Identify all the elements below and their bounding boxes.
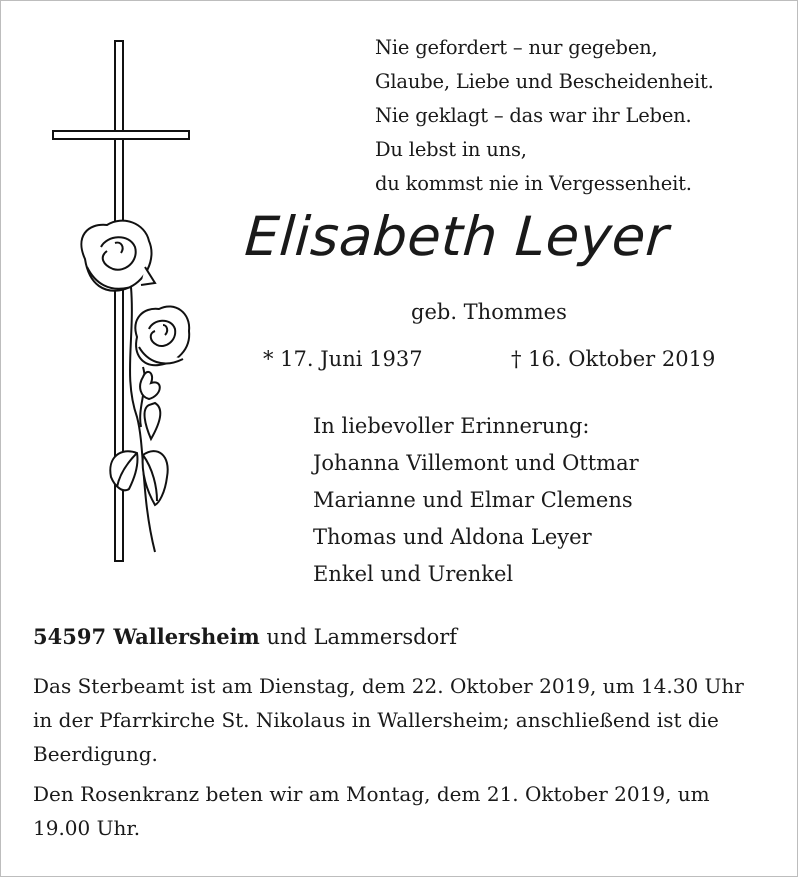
mourner-line: Marianne und Elmar Clemens [313,488,633,512]
service-line: Das Sterbeamt ist am Dienstag, dem 22. Oktober 2019, um 14.30 Uhr [33,674,744,698]
poem-line: Nie geklagt – das war ihr Leben. [375,104,692,127]
poem-line: Nie gefordert – nur gegeben, [375,36,658,59]
mourner-line: Thomas und Aldona Leyer [313,525,592,549]
place-line [33,621,457,653]
rosary-line: Den Rosenkranz beten wir am Montag, dem 21. Oktober 2019, um [33,782,710,806]
funeral-service-text [33,669,773,771]
birth-date: * 17. Juni 1937 [263,347,423,371]
poem [375,31,775,201]
poem-line: Du lebst in uns, [375,138,527,161]
poem-line: Glaube, Liebe und Bescheidenheit. [375,70,714,93]
death-date: † 16. Oktober 2019 [511,347,716,371]
service-line: Beerdigung. [33,742,158,766]
mourner-line: Enkel und Urenkel [313,562,514,586]
rosary-text [33,777,773,845]
mourner-line: Johanna Villemont und Ottmar [313,451,639,475]
cross-with-roses-icon [45,37,205,567]
mourners-list [313,408,753,593]
mourner-line: In liebevoller Erinnerung: [313,414,590,438]
place-bold: 54597 Wallersheim [33,624,260,649]
service-line: in der Pfarrkirche St. Nikolaus in Wallersheim; anschließend ist die [33,708,719,732]
poem-line: du kommst nie in Vergessenheit. [375,172,692,195]
place-rest: und Lammersdorf [259,625,458,649]
deceased-name: Elisabeth Leyer [242,205,671,268]
rosary-line: 19.00 Uhr. [33,816,141,840]
maiden-name: geb. Thommes [411,300,567,324]
